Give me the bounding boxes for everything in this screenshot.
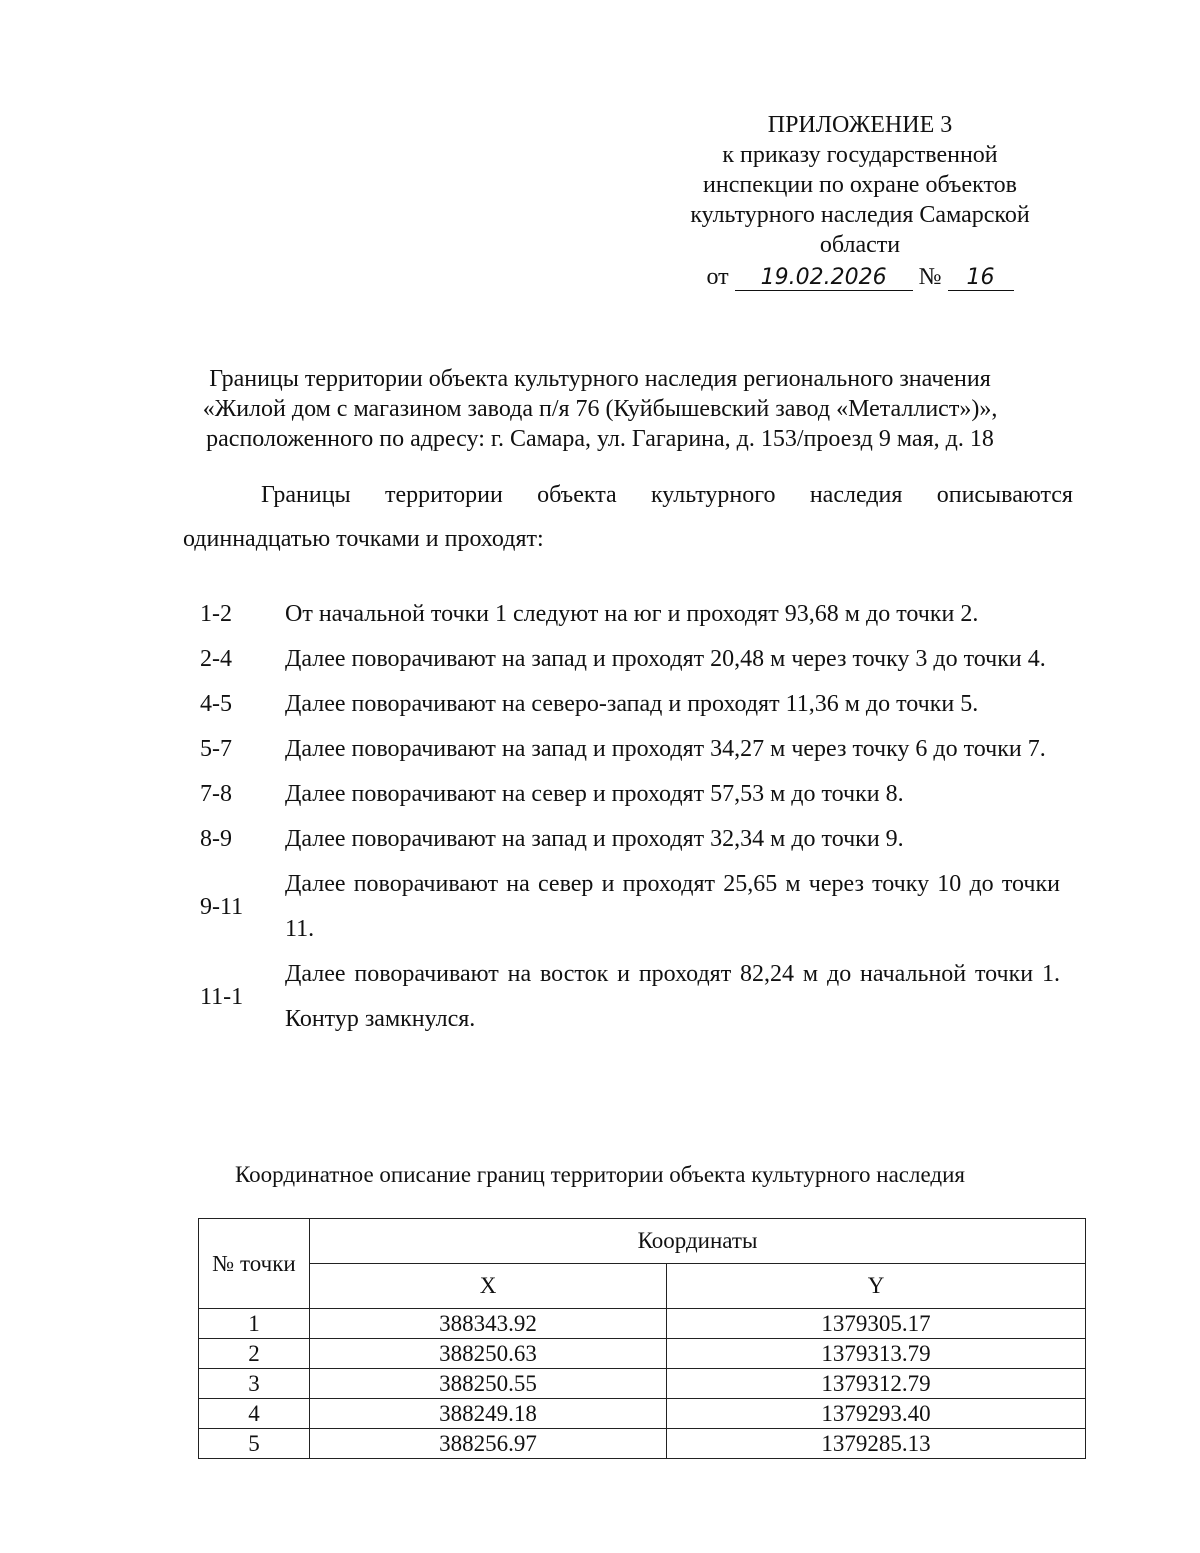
- step-code: 11-1: [200, 983, 244, 1010]
- boundary-step: [190, 862, 1060, 952]
- appendix-header: [660, 110, 1060, 292]
- boundary-step: [190, 772, 1060, 817]
- cell-point: 5: [199, 1429, 310, 1459]
- intro-line-1: [183, 480, 1073, 510]
- appendix-line: культурного наследия Самарской: [690, 202, 1030, 228]
- intro-word: описываются: [936, 482, 1073, 508]
- step-code: 7-8: [200, 781, 232, 807]
- table-row: [199, 1339, 1086, 1369]
- title-line: расположенного по адресу: г. Самара, ул. Гагарина, д. 153/проезд 9 мая, д. 18: [206, 426, 994, 452]
- step-text: Далее поворачивают на запад и проходят 34,27 м через точку 6 до точки 7.: [285, 736, 1046, 762]
- cell-point: 2: [199, 1339, 310, 1369]
- title-line: «Жилой дом с магазином завода п/я 76 (Куйбышевский завод «Металлист»)»,: [202, 396, 998, 422]
- cell-y: 1379293.40: [667, 1399, 1086, 1429]
- header-x: X: [310, 1264, 667, 1309]
- intro-word: наследия: [809, 482, 903, 508]
- table-row: [199, 1429, 1086, 1459]
- appendix-title: ПРИЛОЖЕНИЕ 3: [767, 112, 953, 138]
- step-code: 2-4: [200, 646, 232, 672]
- handwritten-date: 19.02.2026: [735, 266, 913, 291]
- cell-point: 4: [199, 1399, 310, 1429]
- number-label: №: [918, 264, 942, 290]
- cell-x: 388250.55: [310, 1369, 667, 1399]
- table-row: [199, 1369, 1086, 1399]
- title-line: Границы территории объекта культурного наследия регионального значения: [209, 366, 991, 392]
- intro-word: объекта: [537, 482, 617, 508]
- step-text: Далее поворачивают на запад и проходят 32,34 м до точки 9.: [285, 826, 904, 852]
- cell-point: 1: [199, 1309, 310, 1339]
- step-text: Далее поворачивают на север и проходят 57,53 м до точки 8.: [285, 781, 904, 807]
- table-row: [199, 1309, 1086, 1339]
- boundary-step: [190, 952, 1060, 1042]
- boundary-steps: [190, 592, 1060, 1042]
- handwritten-number: 16: [948, 266, 1014, 291]
- document-title: [150, 364, 1050, 454]
- header-y: Y: [667, 1264, 1086, 1309]
- cell-point: 3: [199, 1369, 310, 1399]
- intro-word: Границы: [261, 482, 351, 508]
- step-code: 8-9: [200, 826, 232, 852]
- appendix-line: к приказу государственной: [722, 142, 998, 168]
- step-code: 5-7: [200, 736, 232, 762]
- cell-y: 1379305.17: [667, 1309, 1086, 1339]
- cell-x: 388343.92: [310, 1309, 667, 1339]
- order-date-line: [660, 262, 1060, 292]
- intro-line-2: одиннадцатью точками и проходят:: [183, 526, 544, 552]
- appendix-line: области: [819, 232, 901, 258]
- intro-word: территории: [385, 482, 503, 508]
- step-text: Далее поворачивают на северо-запад и проходят 11,36 м до точки 5.: [285, 691, 979, 717]
- boundary-step: [190, 727, 1060, 772]
- intro-word: культурного: [650, 482, 776, 508]
- cell-y: 1379312.79: [667, 1369, 1086, 1399]
- header-point-number: № точки: [199, 1219, 310, 1309]
- cell-x: 388256.97: [310, 1429, 667, 1459]
- coordinates-table: [198, 1218, 1086, 1459]
- from-label: от: [706, 264, 729, 290]
- header-coordinates: Координаты: [310, 1219, 1086, 1264]
- step-code: 9-11: [200, 893, 244, 920]
- step-text: Далее поворачивают на север и проходят 25,65 м через точку 10 до точки 11.: [285, 871, 1060, 942]
- step-text: Далее поворачивают на запад и проходят 20,48 м через точку 3 до точки 4.: [285, 646, 1046, 672]
- step-text: От начальной точки 1 следуют на юг и проходят 93,68 м до точки 2.: [285, 601, 979, 627]
- cell-y: 1379313.79: [667, 1339, 1086, 1369]
- appendix-line: инспекции по охране объектов: [703, 172, 1017, 198]
- boundary-step: [190, 637, 1060, 682]
- boundary-step: [190, 682, 1060, 727]
- table-row: [199, 1399, 1086, 1429]
- coordinates-caption: Координатное описание границ территории объекта культурного наследия: [234, 1162, 965, 1187]
- step-code: 1-2: [200, 601, 232, 627]
- intro-paragraph: [183, 480, 1073, 554]
- boundary-step: [190, 592, 1060, 637]
- cell-x: 388249.18: [310, 1399, 667, 1429]
- step-code: 4-5: [200, 691, 232, 717]
- boundary-step: [190, 817, 1060, 862]
- step-text: Далее поворачивают на восток и проходят 82,24 м до начальной точки 1. Контур замкнулся.: [285, 961, 1060, 1032]
- cell-y: 1379285.13: [667, 1429, 1086, 1459]
- cell-x: 388250.63: [310, 1339, 667, 1369]
